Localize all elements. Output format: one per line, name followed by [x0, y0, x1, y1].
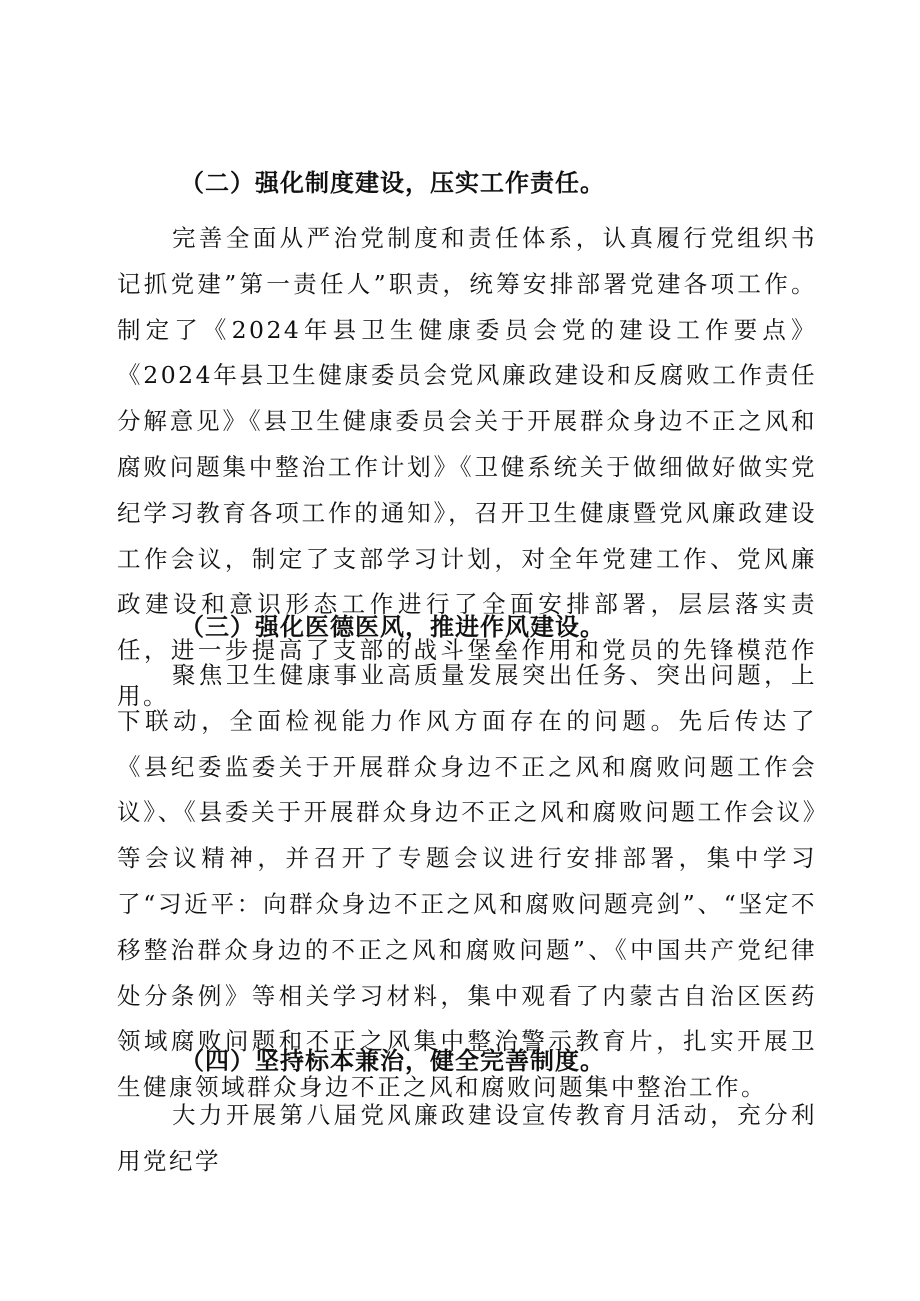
section-paragraph-3: 聚焦卫生健康事业高质量发展突出任务、突出问题，上下联动，全面检视能力作风方面存在的问题。先后传达了《县纪委监委关于开展群众身边不正之风和腐败问题工作会议》、《县委关于开展群众身边不正之风和腐败问题工作会议》等会议精神，并召开了专题会议进行安排部署，集中学习了“习近平：向群众身边不正之风和腐败问题亮剑”、“坚定不移整治群众身边的不正之风和腐败问题”、《中国共产党纪律处分条例》等相关学习材料，集中观看了内蒙古自治区医药领域腐败问题和不正之风集中整治警示教育片，扎实开展卫生健康领域群众身边不正之风和腐败问题集中整治工作。 — [117, 661, 817, 1102]
section-paragraph-4: 大力开展第八届党风廉政建设宣传教育月活动，充分利用党纪学 — [117, 1101, 817, 1175]
section-heading-2: （二）强化制度建设，压实工作责任。 — [180, 169, 605, 197]
section-heading-3: （三）强化医德医风，推进作风建设。 — [180, 613, 605, 641]
section-paragraph-2: 完善全面从严治党制度和责任体系，认真履行党组织书记抓党建”第一责任人”职责，统筹安排部署党建各项工作。制定了《2024年县卫生健康委员会党的建设工作要点》《2024年县卫生健康委员会党风廉政建设和反腐败工作责任分解意见》《县卫生健康委员会关于开展群众身边不正之风和腐败问题集中整治工作计划》《卫健系统关于做细做好做实党纪学习教育各项工作的通知》，召开卫生健康暨党风廉政建设工作会议，制定了支部学习计划，对全年党建工作、党风廉政建设和意识形态工作进行了全面安排部署，层层落实责任，进一步提高了支部的战斗堡垒作用和党员的先锋模范作用。 — [117, 224, 817, 710]
section-heading-4: （四）坚持标本兼治，健全完善制度。 — [180, 1047, 605, 1075]
